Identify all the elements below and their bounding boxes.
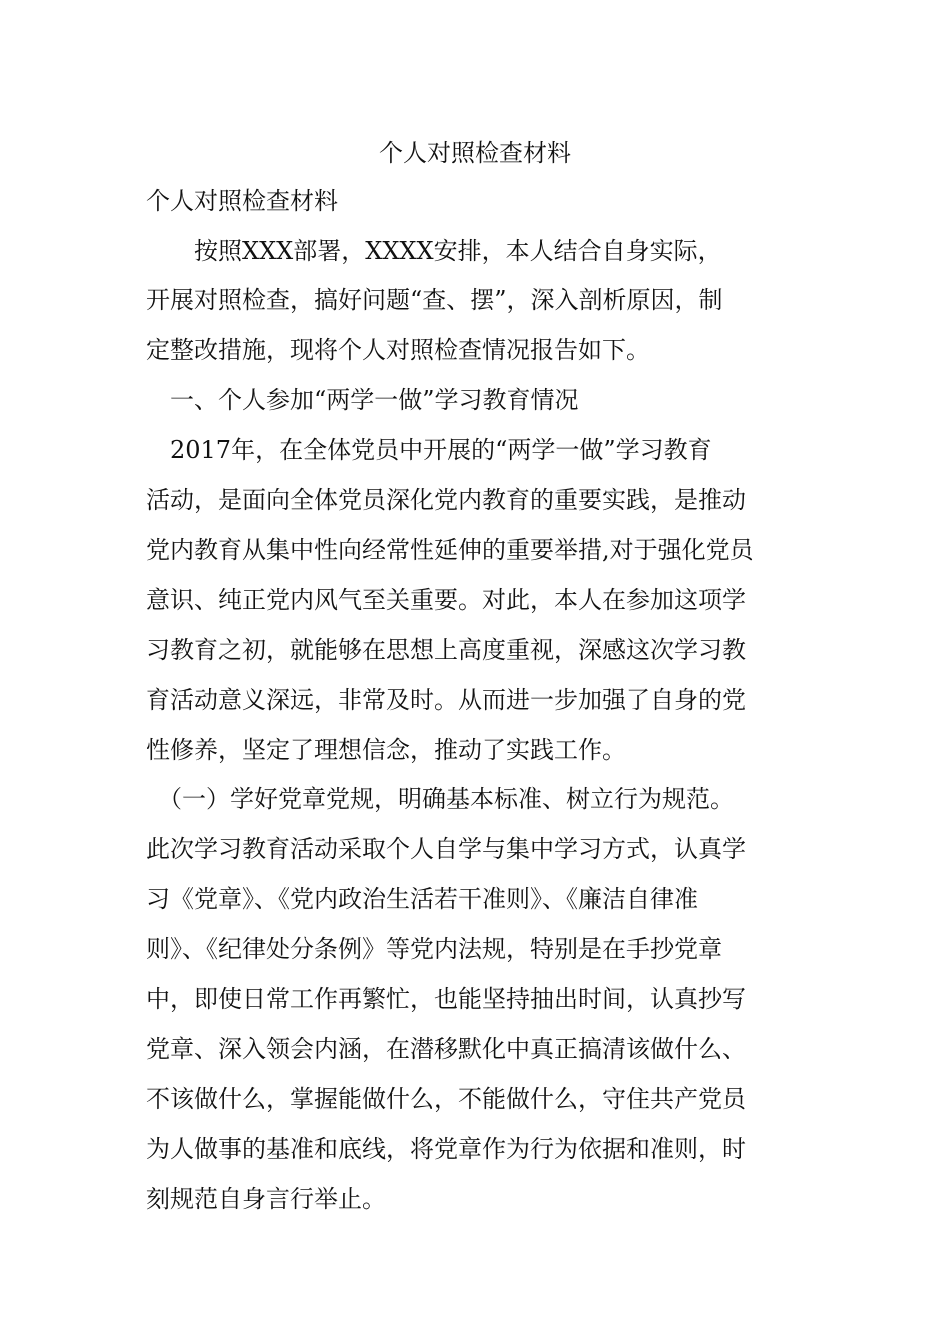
subtitle-line: 个人对照检查材料 — [146, 187, 338, 215]
body-line: 不该做什么，掌握能做什么，不能做什么，守住共产党员 — [146, 1085, 746, 1113]
body-line: 中，即使日常工作再繁忙，也能坚持抽出时间，认真抄写 — [146, 985, 746, 1013]
body-line: 此次学习教育活动采取个人自学与集中学习方式，认真学 — [146, 835, 746, 863]
body-line: 为人做事的基准和底线，将党章作为行为依据和准则，时 — [146, 1135, 746, 1163]
body-line: 性修养，坚定了理想信念，推动了实践工作。 — [146, 736, 626, 764]
document-title: 个人对照检查材料 — [379, 139, 571, 167]
subsection-heading: （一）学好党章党规，明确基本标准、树立行为规范。 — [146, 785, 734, 813]
body-line: 开展对照检查，搞好问题“查、摆”，深入剖析原因，制 — [146, 286, 723, 314]
body-line: 习教育之初，就能够在思想上高度重视，深感这次学习教 — [146, 636, 746, 664]
section-heading: 一、个人参加“两学一做”学习教育情况 — [146, 386, 579, 414]
body-line: 刻规范自身言行举止。 — [146, 1185, 386, 1213]
body-line: 习《党章》、《党内政治生活若干准则》、《廉洁自律准 — [146, 885, 698, 913]
body-line: 育活动意义深远，非常及时。从而进一步加强了自身的党 — [146, 686, 746, 714]
body-line: 按照XXX部署，XXXX安排，本人结合自身实际， — [146, 237, 722, 265]
body-line: 2017年，在全体党员中开展的“两学一做”学习教育 — [146, 436, 712, 464]
body-line: 定整改措施，现将个人对照检查情况报告如下。 — [146, 336, 650, 364]
body-line: 党内教育从集中性向经常性延伸的重要举措,对于强化党员 — [146, 536, 754, 564]
body-line: 活动，是面向全体党员深化党内教育的重要实践，是推动 — [146, 486, 746, 514]
body-line: 党章、深入领会内涵，在潜移默化中真正搞清该做什么、 — [146, 1035, 746, 1063]
body-line: 意识、纯正党内风气至关重要。对此，本人在参加这项学 — [146, 586, 746, 614]
body-line: 则》、《纪律处分条例》等党内法规，特别是在手抄党章 — [146, 935, 722, 963]
